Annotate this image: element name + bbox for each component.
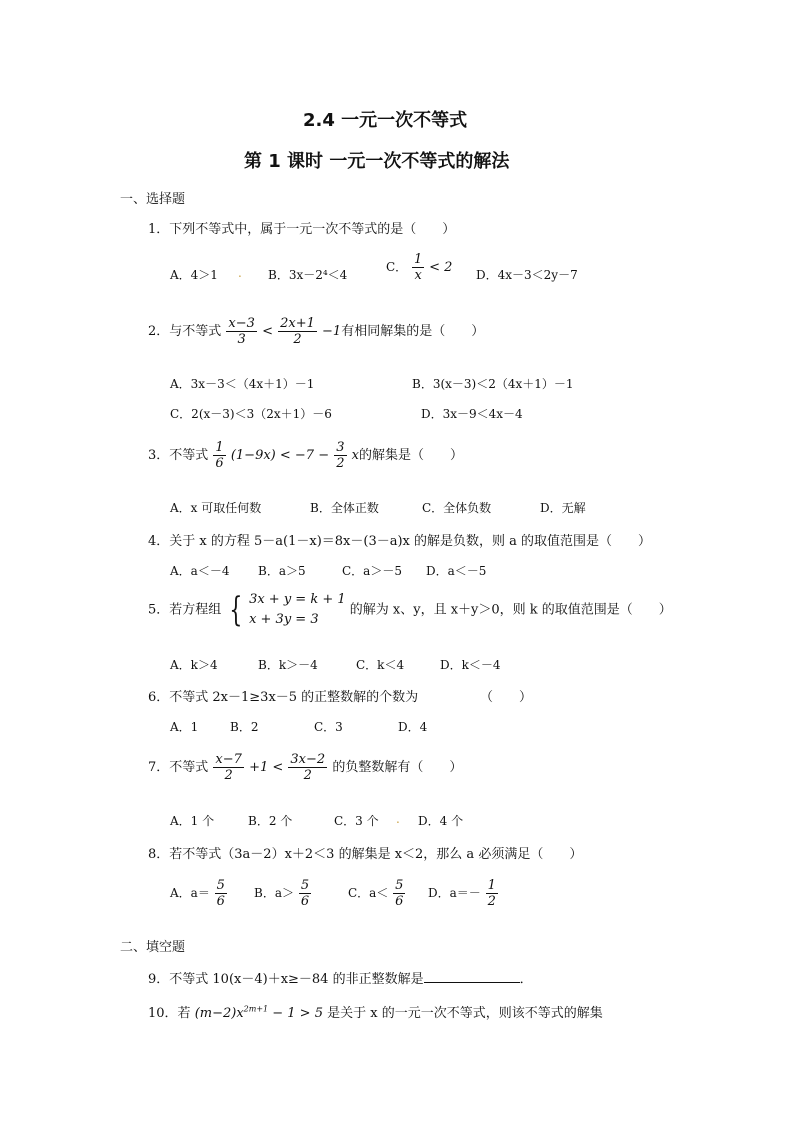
question-3-option-a: A．x 可取任何数 [170,501,262,515]
question-8-option-a: A．a＝ $\frac{5}{6}$ [170,878,225,909]
question-1-option-c [386,252,452,283]
fraction: $\frac{1}{2}$ [487,878,496,909]
section-fill-heading: 二、填空题 [120,940,186,955]
question-3-option-d: D．无解 [540,501,586,515]
stray-dot: . [238,266,242,280]
fraction: $\frac{5}{6}$ [395,878,404,909]
fraction-2: $\frac{3x-2}{2}$ [290,752,326,783]
question-10-stem: 10．若 $(m-2)x^{2m+1} - 1 > 5$ 是关于 x 的一元一次不等式，则该不等式的解集 [148,1004,603,1021]
question-3-option-c: C．全体负数 [422,501,492,515]
question-2-stem: 2．与不等式 $\frac{x-3}{3}$ < $\frac{2x+1}{2}$ −1有相同解集的是（ ） [148,316,485,347]
answer-blank[interactable] [424,970,520,983]
question-6-option-c: C．3 [314,720,343,734]
fraction-1: $\frac{1}{6}$ [215,440,224,471]
question-1-option-a: A．4＞1 [170,268,218,282]
fraction: $\frac{1}{x}$ [414,252,423,283]
question-6-option-a: A．1 [170,720,199,734]
question-5-option-c: C．k＜4 [356,658,405,672]
question-9-stem: 9．不等式 10(x－4)＋x≥－84 的非正整数解是 ． [148,972,533,987]
question-4-option-d: D．a＜－5 [426,564,487,578]
fraction-2: $\frac{3}{2}$ [336,440,345,471]
question-5-stem: 5．若方程组 { 3x + y = k + 1 x + 3y = 3 的解为 x、y，且 x＋y＞0，则 k 的取值范围是（ ） [148,590,672,630]
option-c-label: C． [386,260,408,274]
question-2-option-b: B．3(x－3)＜2（4x＋1）－1 [412,377,574,391]
question-5-option-a: A．k＞4 [170,658,218,672]
question-3-option-b: B．全体正数 [310,501,379,515]
question-6-stem: 6．不等式 2x－1≥3x－5 的正整数解的个数为 [148,690,419,705]
question-8-option-d: D．a＝－ $\frac{1}{2}$ [428,878,496,909]
question-1-option-d: D．4x－3＜2y－7 [476,268,578,282]
question-4-option-a: A．a＜－4 [170,564,230,578]
question-6-option-b: B．2 [230,720,259,734]
stray-dot: . [396,812,400,826]
page-title: 2.4 一元一次不等式 [303,110,468,131]
fraction-1: $\frac{x-3}{3}$ [228,316,255,347]
page-subtitle: 第 1 课时 一元一次不等式的解法 [244,151,510,172]
question-7-option-d: D．4 个 [418,814,464,828]
question-8-option-b: B．a＞ $\frac{5}{6}$ [254,878,310,909]
question-7-option-a: A．1 个 [170,814,215,828]
question-4-option-c: C．a＞－5 [342,564,402,578]
question-8-stem: 8．若不等式（3a－2）x＋2＜3 的解集是 x＜2，那么 a 必须满足（ ） [148,847,583,862]
question-7-stem: 7．不等式 $\frac{x-7}{2}$ +1 < $\frac{3x-2}{2}$ 的负整数解有（ ） [148,752,463,783]
question-1-option-b: B．3x－2⁴＜4 [268,268,348,282]
question-2-option-d: D．3x－9＜4x－4 [421,407,523,421]
question-6-answer-paren: （ ） [480,690,533,705]
question-4-option-b: B．a＞5 [258,564,306,578]
question-7-option-b: B．2 个 [248,814,293,828]
question-8-option-c: C．a＜ $\frac{5}{6}$ [348,878,404,909]
question-1-stem: 1．下列不等式中，属于一元一次不等式的是（ ） [148,222,456,237]
fraction-1: $\frac{x-7}{2}$ [215,752,242,783]
fraction-2: $\frac{2x+1}{2}$ [280,316,315,347]
equation-system: { 3x + y = k + 1 x + 3y = 3 [229,590,346,630]
question-5-option-d: D．k＜－4 [440,658,501,672]
question-6-option-d: D．4 [398,720,428,734]
question-3-stem: 3．不等式 $\frac{1}{6}$ (1−9x) < −7 − $\frac{3}{2}$ x的解集是（ ） [148,440,464,471]
question-2-option-a: A．3x－3＜（4x＋1）－1 [170,377,315,391]
section-choice-heading: 一、选择题 [120,192,186,207]
fraction: $\frac{5}{6}$ [300,878,310,909]
exponent-expression: $(m-2)x^{2m+1} - 1 > 5$ [194,1004,323,1021]
inequality-rest: < 2 [429,260,453,275]
question-5-option-b: B．k＞－4 [258,658,318,672]
question-2-option-c: C．2(x－3)＜3（2x＋1）－6 [170,407,332,421]
question-4-stem: 4．关于 x 的方程 5－a(1－x)＝8x－(3－a)x 的解是负数，则 a 的取值范围是（ ） [148,534,652,549]
question-7-option-c: C．3 个 [334,814,379,828]
fraction: $\frac{5}{6}$ [216,878,225,909]
